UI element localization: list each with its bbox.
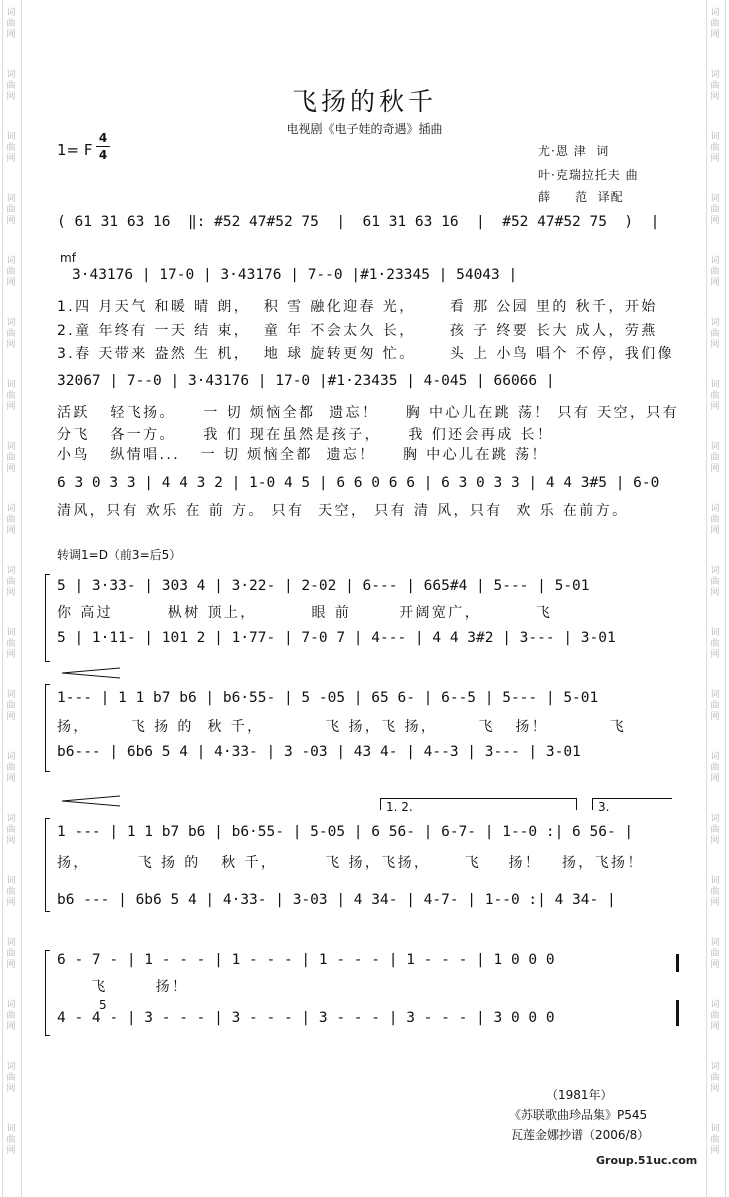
watermark-text: 词曲网 xyxy=(710,1000,720,1032)
lyric-verse-2-line-1: 2.童 年终有 一天 结 束， 童 年 不会太久 长， 孩 子 终要 长大 成人，劳燕 xyxy=(57,323,658,339)
footer-copyist: 瓦莲金娜抄谱（2006/8） xyxy=(511,1128,650,1142)
melody-line-3: 6 3 0 3 3 | 4 4 3 2 | 1-0 4 5 | 6 6 0 6 6 | 6 3 0 3 3 | 4 4 3#5 | 6-0 xyxy=(57,475,660,491)
volta-label-2: 3. xyxy=(598,800,610,814)
watermark-text: 词曲网 xyxy=(6,256,16,288)
dynamic-marking: mf xyxy=(60,251,76,265)
lyric-verse-3-line-1: 3.春 天带来 盎然 生 机， 地 球 旋转更匆 忙。 头 上 小鸟 唱个 不停，我们像 xyxy=(57,346,675,362)
song-title: 飞扬的秋千 xyxy=(291,87,437,116)
system-3-lyric: 扬， 飞 扬 的 秋 千， 飞 扬，飞扬， 飞 扬！ 扬，飞扬！ xyxy=(57,855,644,871)
watermark-text: 词曲网 xyxy=(6,938,16,970)
watermark-text: 词曲网 xyxy=(6,1000,16,1032)
crescendo-hairpin-2 xyxy=(62,794,122,808)
lyric-verse-1-line-1: 1.四 月天气 和暖 晴 朗， 积 雪 融化迎春 光， 看 那 公园 里的 秋千，开始 xyxy=(57,299,658,315)
melody-line-2: 32067 | 7--0 | 3·43176 | 17-0 |#1·23435 | 4-045 | 66066 | xyxy=(57,373,555,389)
watermark-text: 词曲网 xyxy=(6,194,16,226)
system-1-lower: 5 | 1·11- | 101 2 | 1·77- | 7-0 7 | 4--- | 4 4 3#2 | 3--- | 3-01 xyxy=(57,630,616,646)
watermark-text: 词曲网 xyxy=(6,752,16,784)
modulation-marking: 转调1=D（前3=后5） xyxy=(57,548,182,562)
watermark-text: 词曲网 xyxy=(710,752,720,784)
watermark-text: 词曲网 xyxy=(6,442,16,474)
time-signature xyxy=(96,131,110,162)
watermark-text: 词曲网 xyxy=(6,380,16,412)
watermark-text: 词曲网 xyxy=(710,1124,720,1156)
volta-bracket-2 xyxy=(592,798,672,799)
system-2-lyric: 扬， 飞 扬 的 秋 千， 飞 扬，飞 扬， 飞 扬！ 飞 xyxy=(57,719,627,735)
final-barline-upper xyxy=(676,954,679,972)
watermark-text: 词曲网 xyxy=(6,566,16,598)
crescendo-hairpin-1 xyxy=(62,666,122,680)
watermark-text: 词曲网 xyxy=(710,194,720,226)
watermark-text: 词曲网 xyxy=(710,938,720,970)
footer-year: （1981年） xyxy=(546,1088,613,1102)
system-4-chord-top: 5 xyxy=(99,998,107,1012)
watermark-text: 词曲网 xyxy=(710,628,720,660)
lyric-verse-2-line-2: 分飞 各一方。 我 们 现在虽然是孩子， 我 们还会再成 长！ xyxy=(57,427,554,443)
system-4-lyric: 飞 扬！ xyxy=(57,979,189,995)
meter-bottom: 4 xyxy=(98,148,108,162)
lyric-verse-1-line-2: 活跃 轻飞扬。 一 切 烦恼全都 遗忘！ 胸 中心儿在跳 荡！ 只有 天空，只有 xyxy=(57,405,680,421)
watermark-text: 词曲网 xyxy=(710,876,720,908)
watermark-text: 词曲网 xyxy=(6,814,16,846)
intro-notes: ( 61 31 63 16 ‖: #52 47#52 75 | 61 31 63 16 | #52 47#52 75 ) | xyxy=(57,214,660,230)
watermark-text: 词曲网 xyxy=(710,318,720,350)
watermark-text: 词曲网 xyxy=(6,628,16,660)
lyric-line-3: 清风，只有 欢乐 在 前 方。 只有 天空， 只有 清 风，只有 欢 乐 在前方。 xyxy=(57,503,629,519)
watermark-text: 词曲网 xyxy=(710,256,720,288)
system-3-upper: 1 --- | 1 1 b7 b6 | b6·55- | 5-05 | 6 56- | 6-7- | 1--0 :| 6 56- | xyxy=(57,824,634,840)
footer-source: 《苏联歌曲珍品集》P545 xyxy=(509,1108,648,1122)
composer-credit: 叶·克瑞拉托夫 曲 xyxy=(538,168,639,182)
watermark-text: 词曲网 xyxy=(6,132,16,164)
system-brace-4 xyxy=(45,950,50,1036)
system-brace-2 xyxy=(45,684,50,772)
system-3-lower: b6 --- | 6b6 5 4 | 4·33- | 3-03 | 4 34- | 4-7- | 1--0 :| 4 34- | xyxy=(57,892,616,908)
translator-credit: 薛 范 译配 xyxy=(538,190,624,204)
system-brace-3 xyxy=(45,818,50,912)
system-1-upper: 5 | 3·33- | 303 4 | 3·22- | 2-02 | 6--- | 665#4 | 5--- | 5-01 xyxy=(57,578,590,594)
watermark-text: 词曲网 xyxy=(6,1124,16,1156)
song-subtitle: 电视剧《电子娃的奇遇》插曲 xyxy=(286,122,443,136)
system-2-lower: b6--- | 6b6 5 4 | 4·33- | 3 -03 | 43 4- | 4--3 | 3--- | 3-01 xyxy=(57,744,581,760)
watermark-text: 词曲网 xyxy=(710,70,720,102)
meter-top: 4 xyxy=(98,131,108,145)
watermark-text: 词曲网 xyxy=(710,814,720,846)
volta-bracket-1 xyxy=(380,798,576,799)
watermark-text: 词曲网 xyxy=(710,132,720,164)
watermark-text: 词曲网 xyxy=(710,504,720,536)
watermark-text: 词曲网 xyxy=(710,380,720,412)
watermark-text: 词曲网 xyxy=(6,318,16,350)
watermark-text: 词曲网 xyxy=(6,1062,16,1094)
system-1-lyric: 你 高过 枞树 顶上， 眼 前 开阔宽广， 飞 xyxy=(57,605,553,621)
lyric-verse-3-line-2: 小鸟 纵情唱... 一 切 烦恼全都 遗忘！ 胸 中心儿在跳 荡！ xyxy=(57,447,548,463)
watermark-text: 词曲网 xyxy=(710,690,720,722)
lyricist-credit: 尤·恩 津 词 xyxy=(538,144,610,158)
watermark-text: 词曲网 xyxy=(710,442,720,474)
system-4-upper: 6 - 7 - | 1 - - - | 1 - - - | 1 - - - | 1 - - - | 1 0 0 0 xyxy=(57,952,555,968)
system-2-upper: 1--- | 1 1 b7 b6 | b6·55- | 5 -05 | 65 6- | 6--5 | 5--- | 5-01 xyxy=(57,690,599,706)
watermark-text: 词曲网 xyxy=(6,690,16,722)
watermark-text: 词曲网 xyxy=(6,70,16,102)
melody-line-1: 3·43176 | 17-0 | 3·43176 | 7--0 |#1·23345 | 54043 | xyxy=(72,267,518,283)
system-brace-1 xyxy=(45,574,50,662)
watermark-text: 词曲网 xyxy=(6,504,16,536)
watermark-text: 词曲网 xyxy=(710,8,720,40)
site-logo: Group.51uc.com xyxy=(596,1154,698,1167)
watermark-text: 词曲网 xyxy=(6,8,16,40)
system-4-lower: 4 - 4 - | 3 - - - | 3 - - - | 3 - - - | 3 - - - | 3 0 0 0 xyxy=(57,1010,555,1026)
volta-label-1: 1. 2. xyxy=(386,800,413,814)
watermark-text: 词曲网 xyxy=(710,566,720,598)
watermark-text: 词曲网 xyxy=(6,876,16,908)
final-barline-lower xyxy=(676,1000,679,1026)
watermark-text: 词曲网 xyxy=(710,1062,720,1094)
key-signature: 1= F xyxy=(57,141,93,159)
